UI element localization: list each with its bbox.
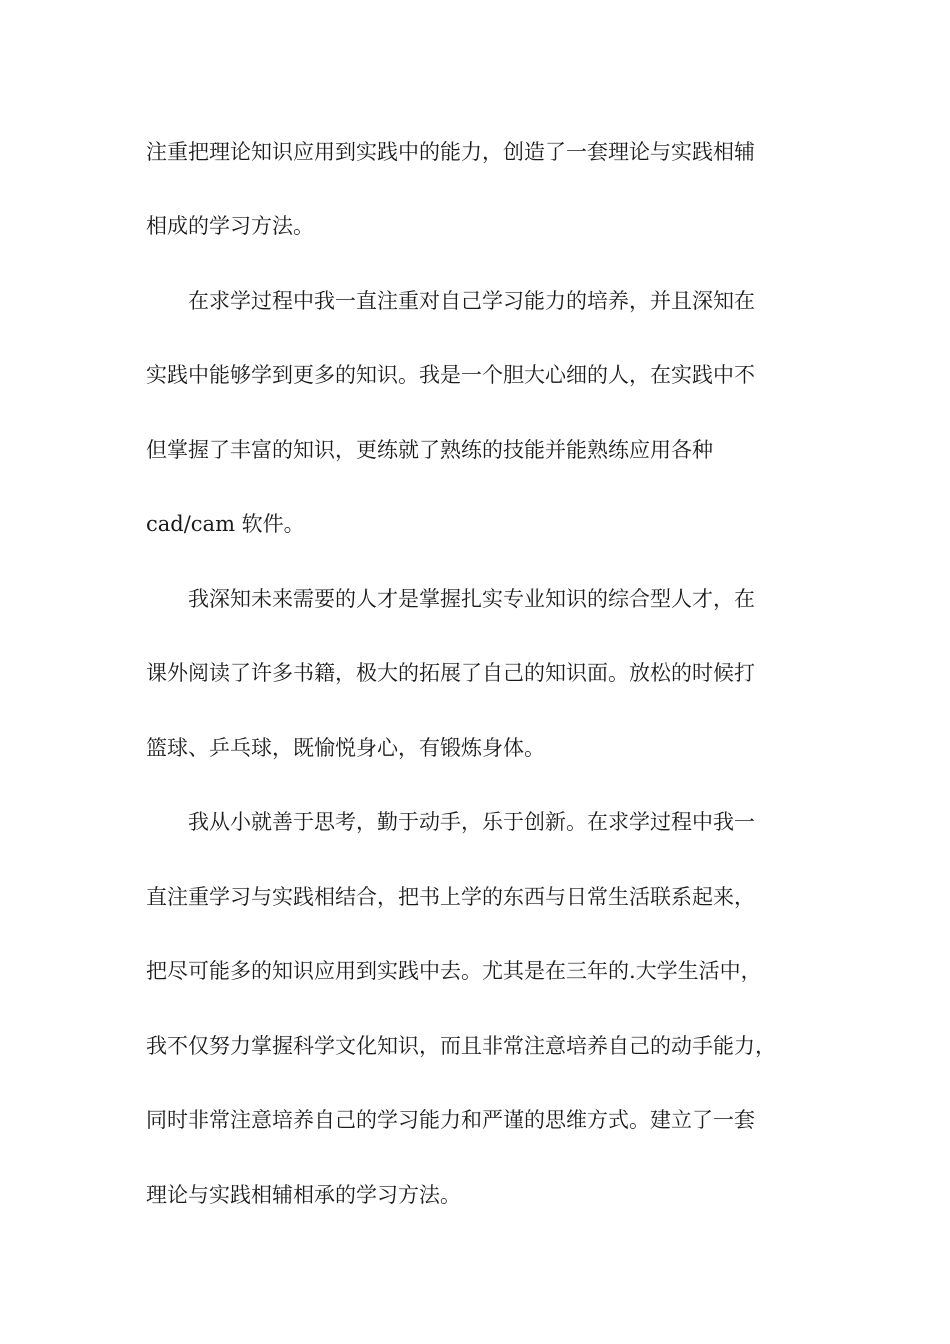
text-line: 我不仅努力掌握科学文化知识，而且非常注意培养自己的动手能力， [146, 1034, 776, 1058]
text-line: 课外阅读了许多书籍，极大的拓展了自己的知识面。放松的时候打 [146, 661, 755, 685]
text-line: cad/cam 软件。 [146, 512, 305, 536]
text-line: 但掌握了丰富的知识，更练就了熟练的技能并能熟练应用各种 [146, 438, 713, 462]
text-line: 把尽可能多的知识应用到实践中去。尤其是在三年的.大学生活中， [146, 959, 762, 983]
paragraph-first-line: 我深知未来需要的人才是掌握扎实专业知识的综合型人才，在 [188, 587, 755, 611]
text-line: 同时非常注意培养自己的学习能力和严谨的思维方式。建立了一套 [146, 1108, 755, 1132]
text-line: 直注重学习与实践相结合，把书上学的东西与日常生活联系起来， [146, 885, 755, 909]
paragraph-first-line: 在求学过程中我一直注重对自己学习能力的培养，并且深知在 [188, 289, 755, 313]
text-line: 注重把理论知识应用到实践中的能力，创造了一套理论与实践相辅 [146, 140, 755, 164]
paragraph-first-line: 我从小就善于思考，勤于动手，乐于创新。在求学过程中我一 [188, 810, 755, 834]
text-line: 理论与实践相辅相承的学习方法。 [146, 1183, 461, 1207]
text-line: 实践中能够学到更多的知识。我是一个胆大心细的人，在实践中不 [146, 363, 755, 387]
text-line: 相成的学习方法。 [146, 214, 314, 238]
text-line: 篮球、乒乓球，既愉悦身心，有锻炼身体。 [146, 736, 545, 760]
